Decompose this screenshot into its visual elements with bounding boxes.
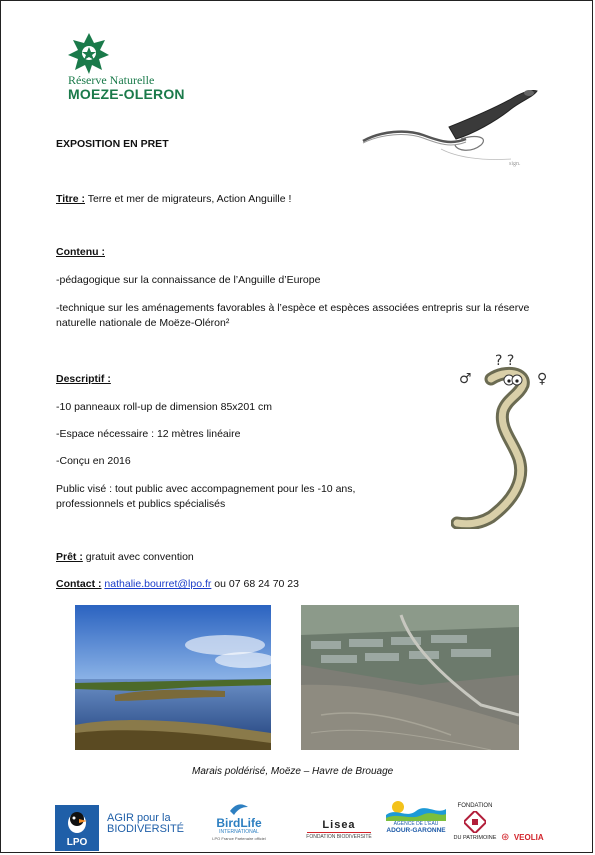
partner-fondation-logo bbox=[453, 803, 497, 841]
lisea-sub: FONDATION BIODIVERSITÉ bbox=[306, 834, 372, 840]
birdlife-label: BirdLife bbox=[216, 816, 262, 830]
partner-agence-logo bbox=[381, 799, 451, 834]
contact-label: Contact : bbox=[56, 578, 102, 590]
pret-label: Prêt : bbox=[56, 551, 83, 563]
photo-caption: Marais poldérisé, Moëze – Havre de Brouage bbox=[192, 766, 394, 777]
contact-phone: ou 07 68 24 70 23 bbox=[211, 578, 299, 590]
birdlife-sub: INTERNATIONAL bbox=[219, 829, 259, 835]
contenu-item-2: -technique sur les aménagements favorables à l’espèce et espèces associées entrepris sur la réserve bbox=[56, 302, 530, 314]
agir-line2: BIODIVERSITÉ bbox=[107, 823, 185, 835]
puffin-icon bbox=[63, 808, 91, 834]
descriptif-item-4: Public visé : tout public avec accompagnement pour les -10 ans, bbox=[56, 483, 356, 495]
descriptif-item-3: -Conçu en 2016 bbox=[56, 455, 131, 467]
lisea-label: Lisea bbox=[322, 819, 356, 831]
titre-value: Terre et mer de migrateurs, Action Anguille ! bbox=[84, 193, 292, 205]
veolia-icon: ⊛ bbox=[501, 832, 510, 843]
fondation-line2: DU PATRIMOINE bbox=[453, 835, 497, 841]
water-wave-icon bbox=[386, 799, 446, 821]
birdlife-sub2: LPO France Partenaire officiel bbox=[212, 836, 266, 841]
aerial-polder-photo bbox=[301, 605, 519, 750]
descriptif-item-2: -Espace nécessaire : 12 mètres linéaire bbox=[56, 428, 241, 440]
fondation-emblem-icon bbox=[464, 811, 486, 833]
veolia-label: VEOLIA bbox=[513, 833, 544, 842]
titre-label: Titre : bbox=[56, 193, 85, 205]
partner-lisea-logo bbox=[299, 819, 379, 840]
page-heading: EXPOSITION EN PRET bbox=[56, 138, 169, 150]
logo-line2: MOEZE-OLERON bbox=[68, 86, 185, 102]
pret-line bbox=[56, 550, 194, 565]
pret-value: gratuit avec convention bbox=[82, 551, 194, 563]
svg-text:♀: ♀ bbox=[537, 371, 548, 387]
lpo-label: LPO bbox=[66, 837, 88, 848]
partner-birdlife-logo bbox=[199, 801, 279, 851]
descriptif-item-1: -10 panneaux roll-up de dimension 85x201 cm bbox=[56, 401, 272, 413]
green-star-emblem-icon bbox=[67, 31, 111, 75]
cartoon-eel-illustration bbox=[451, 349, 561, 529]
bird-icon bbox=[228, 801, 250, 817]
contenu-label: Contenu : bbox=[56, 246, 105, 258]
contact-email-link[interactable]: nathalie.bourret@lpo.fr bbox=[104, 578, 212, 590]
svg-text:♂: ♂ bbox=[459, 371, 472, 387]
marsh-lake-photo bbox=[75, 605, 271, 750]
partner-veolia-logo bbox=[501, 827, 544, 845]
contenu-item-1: -pédagogique sur la connaissance de l’Anguille d’Europe bbox=[56, 274, 321, 286]
partner-agir-logo bbox=[107, 813, 184, 835]
lisea-underline bbox=[307, 832, 371, 833]
agence-line2: ADOUR-GARONNE bbox=[386, 827, 446, 834]
descriptif-label: Descriptif : bbox=[56, 373, 111, 385]
contenu-item-2-cont: naturelle nationale de Moëze-Oléron² bbox=[56, 317, 230, 329]
fondation-line1: FONDATION bbox=[457, 803, 493, 809]
agir-line1: AGIR pour la bbox=[107, 812, 171, 824]
agence-line1: AGENCE DE L'EAU bbox=[393, 821, 439, 827]
partner-lpo-logo bbox=[55, 805, 99, 851]
contact-line bbox=[56, 577, 299, 592]
eel-drawing bbox=[361, 79, 541, 169]
svg-text:? ?: ? ? bbox=[495, 353, 515, 369]
logo-line1: Réserve Naturelle bbox=[68, 73, 155, 87]
titre-line bbox=[56, 192, 291, 207]
reserve-logo bbox=[57, 31, 197, 101]
svg-text:sign.: sign. bbox=[509, 161, 521, 167]
descriptif-item-5: professionnels et publics spécialisés bbox=[56, 498, 226, 510]
